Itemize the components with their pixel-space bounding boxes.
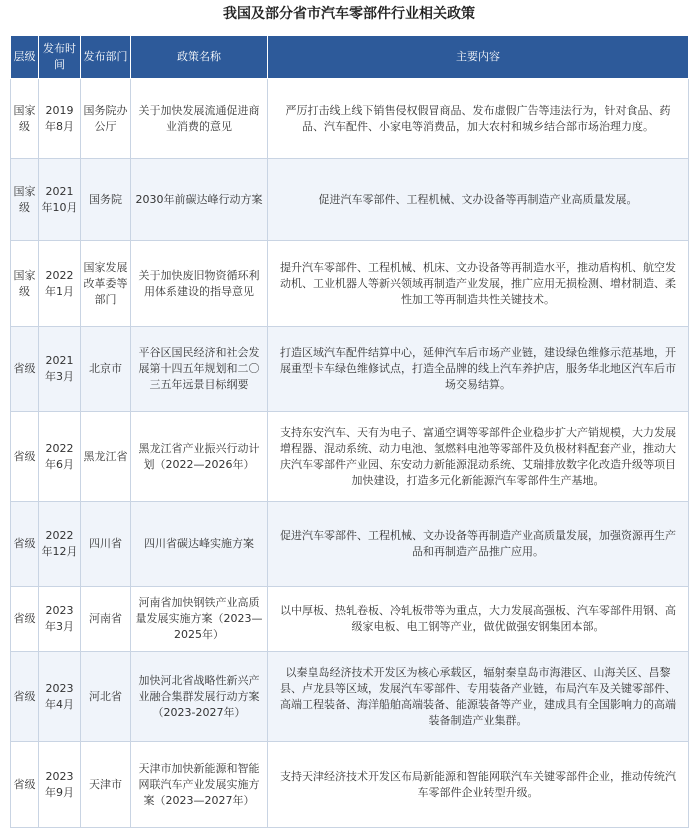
table-row <box>11 327 689 412</box>
header-content: 主要内容 <box>268 36 689 79</box>
cell-name: 关于加快发展流通促进商业消费的意见 <box>131 79 268 159</box>
cell-date: 2022年12月 <box>39 502 81 587</box>
table-row <box>11 79 689 159</box>
cell-dept: 河北省 <box>81 652 131 742</box>
header-date: 发布时间 <box>39 36 81 79</box>
cell-dept: 四川省 <box>81 502 131 587</box>
cell-level: 省级 <box>11 502 39 587</box>
cell-dept: 黑龙江省 <box>81 412 131 502</box>
cell-level: 省级 <box>11 412 39 502</box>
cell-dept: 河南省 <box>81 587 131 652</box>
table-row <box>11 652 689 742</box>
cell-name: 天津市加快新能源和智能网联汽车产业发展实施方案（2023—2027年） <box>131 742 268 828</box>
cell-level: 国家级 <box>11 241 39 327</box>
cell-dept: 国务院办公厅 <box>81 79 131 159</box>
cell-content: 严厉打击线上线下销售侵权假冒商品、发布虚假广告等违法行为，针对食品、药品、汽车配件、小家电等消费品，加大农村和城乡结合部市场治理力度。 <box>268 79 689 159</box>
cell-date: 2019年8月 <box>39 79 81 159</box>
cell-level: 省级 <box>11 587 39 652</box>
cell-date: 2021年10月 <box>39 159 81 241</box>
cell-name: 平谷区国民经济和社会发展第十四五年规划和二〇三五年远景目标纲要 <box>131 327 268 412</box>
cell-content: 以中厚板、热轧卷板、冷轧板带等为重点，大力发展高强板、汽车零部件用钢、高级家电板、电工钢等产业，做优做强安钢集团本部。 <box>268 587 689 652</box>
cell-name: 2030年前碳达峰行动方案 <box>131 159 268 241</box>
table-row <box>11 159 689 241</box>
cell-content: 支持东安汽车、天有为电子、富通空调等零部件企业稳步扩大产销规模，大力发展增程器、混动系统、动力电池、氢燃料电池等零部件及负极材料配套产业，推动大庆汽车零部件产业园、东安动力新能源混动系统、艾瑞排放数字化改造升级等项目加快建设，打造多元化新能源汽车零部件生产基地。 <box>268 412 689 502</box>
table-row <box>11 502 689 587</box>
cell-name: 河南省加快钢铁产业高质量发展实施方案（2023—2025年） <box>131 587 268 652</box>
table-row <box>11 241 689 327</box>
cell-date: 2023年4月 <box>39 652 81 742</box>
cell-dept: 北京市 <box>81 327 131 412</box>
cell-content: 支持天津经济技术开发区布局新能源和智能网联汽车关键零部件企业，推动传统汽车零部件企业转型升级。 <box>268 742 689 828</box>
cell-date: 2022年6月 <box>39 412 81 502</box>
cell-dept: 天津市 <box>81 742 131 828</box>
cell-content: 以秦皇岛经济技术开发区为核心承载区，辐射秦皇岛市海港区、山海关区、昌黎县、卢龙县等区域，发展汽车零部件、专用装备产业链，布局汽车及关键零部件、高端工程装备、海洋船舶高端装备、能源装备等产业，建成具有全国影响力的高端装备制造产业集群。 <box>268 652 689 742</box>
cell-content: 打造区域汽车配件结算中心，延伸汽车后市场产业链，建设绿色维修示范基地，开展重型卡车绿色维修试点，打造全品牌的线上汽车养护店，服务华北地区汽车后市场交易结算。 <box>268 327 689 412</box>
cell-date: 2023年3月 <box>39 587 81 652</box>
header-dept: 发布部门 <box>81 36 131 79</box>
cell-level: 国家级 <box>11 159 39 241</box>
header-level: 层级 <box>11 36 39 79</box>
table-row <box>11 587 689 652</box>
cell-level: 省级 <box>11 327 39 412</box>
cell-level: 国家级 <box>11 79 39 159</box>
table-row <box>11 412 689 502</box>
table-header-row <box>11 36 689 79</box>
cell-level: 省级 <box>11 652 39 742</box>
policy-table <box>10 35 689 828</box>
table-row <box>11 742 689 828</box>
cell-name: 黑龙江省产业振兴行动计划（2022—2026年） <box>131 412 268 502</box>
cell-date: 2022年1月 <box>39 241 81 327</box>
cell-name: 关于加快废旧物资循环利用体系建设的指导意见 <box>131 241 268 327</box>
cell-content: 促进汽车零部件、工程机械、文办设备等再制造产业高质量发展，加强资源再生产品和再制造产品推广应用。 <box>268 502 689 587</box>
cell-dept: 国家发展改革委等部门 <box>81 241 131 327</box>
cell-level: 省级 <box>11 742 39 828</box>
cell-name: 四川省碳达峰实施方案 <box>131 502 268 587</box>
cell-date: 2023年9月 <box>39 742 81 828</box>
header-name: 政策名称 <box>131 36 268 79</box>
cell-date: 2021年3月 <box>39 327 81 412</box>
page-title: 我国及部分省市汽车零部件行业相关政策 <box>223 6 475 22</box>
cell-name: 加快河北省战略性新兴产业融合集群发展行动方案（2023-2027年） <box>131 652 268 742</box>
cell-content: 促进汽车零部件、工程机械、文办设备等再制造产业高质量发展。 <box>268 159 689 241</box>
cell-content: 提升汽车零部件、工程机械、机床、文办设备等再制造水平，推动盾构机、航空发动机、工业机器人等新兴领域再制造产业发展，推广应用无损检测、增材制造、柔性加工等再制造共性关键技术。 <box>268 241 689 327</box>
cell-dept: 国务院 <box>81 159 131 241</box>
